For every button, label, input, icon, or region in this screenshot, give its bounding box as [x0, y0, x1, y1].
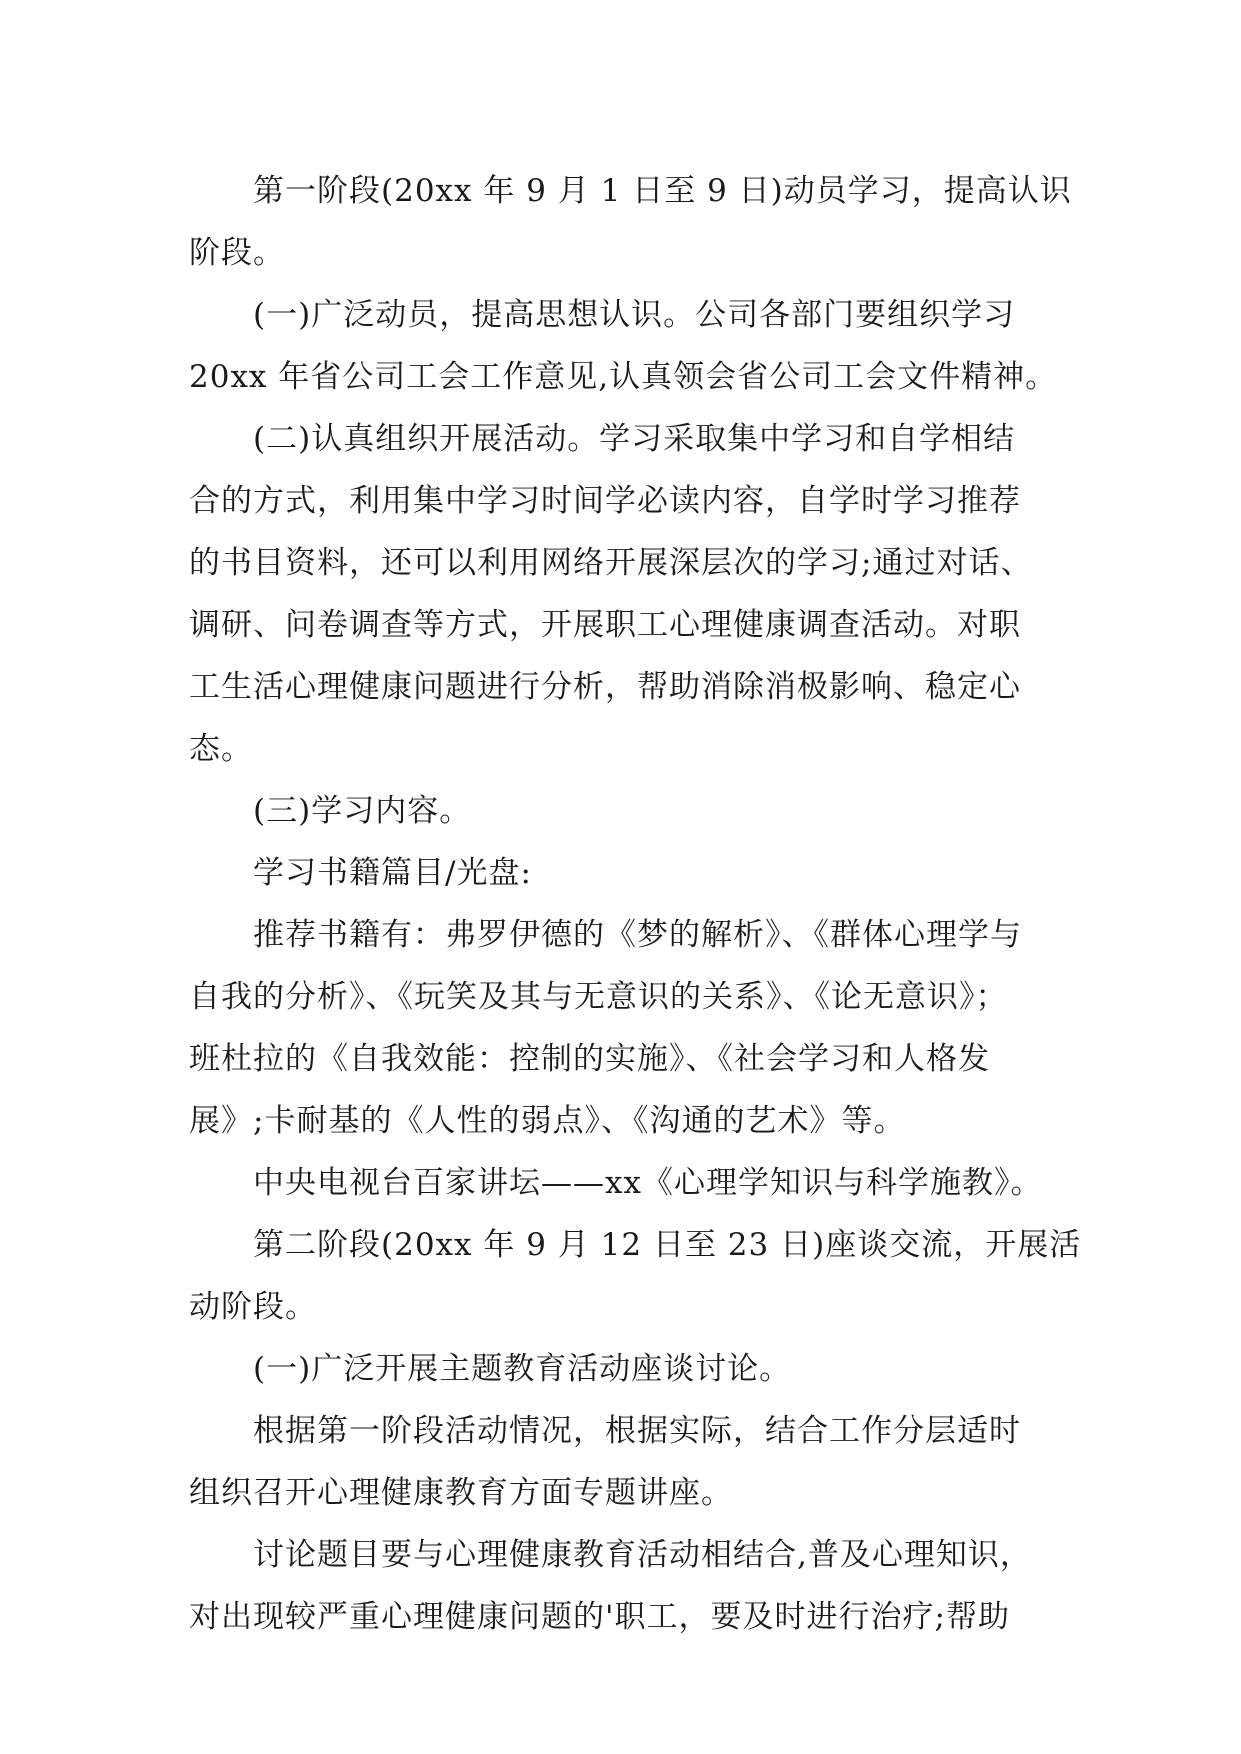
- paragraph-line: 根据第一阶段活动情况，根据实际，结合工作分层适时: [253, 1413, 1021, 1449]
- paragraph-line: 动阶段。: [189, 1289, 317, 1325]
- paragraph-line: 对出现较严重心理健康问题的'职工，要及时进行治疗;帮助: [189, 1599, 1010, 1635]
- paragraph-line: 调研、问卷调查等方式，开展职工心理健康调查活动。对职: [189, 607, 1021, 643]
- document-body: [189, 160, 1082, 1648]
- paragraph-line: 20xx 年省公司工会工作意见,认真领会省公司工会文件精神。: [189, 359, 1058, 395]
- paragraph-line: 阶段。: [189, 235, 285, 271]
- paragraph-line: 班杜拉的《自我效能：控制的实施》、《社会学习和人格发: [189, 1041, 990, 1077]
- paragraph-line: (一)广泛开展主题教育活动座谈讨论。: [253, 1351, 792, 1387]
- paragraph-line: 学习书籍篇目/光盘:: [253, 855, 532, 891]
- paragraph-line: 的书目资料，还可以利用网络开展深层次的学习;通过对话、: [189, 545, 1033, 581]
- paragraph-line: 第一阶段(20xx 年 9 月 1 日至 9 日)动员学习，提高认识: [253, 173, 1072, 209]
- paragraph-line: 态。: [189, 731, 253, 767]
- paragraph-line: (三)学习内容。: [253, 793, 472, 829]
- paragraph-line: 展》;卡耐基的《人性的弱点》、《沟通的艺术》等。: [189, 1103, 906, 1139]
- paragraph-line: 组织召开心理健康教育方面专题讲座。: [189, 1475, 733, 1511]
- paragraph-line: (一)广泛动员，提高思想认识。公司各部门要组织学习: [253, 297, 1016, 333]
- paragraph-line: 工生活心理健康问题进行分析，帮助消除消极影响、稳定心: [189, 669, 1021, 705]
- paragraph-line: 第二阶段(20xx 年 9 月 12 日至 23 日)座谈交流，开展活: [253, 1227, 1082, 1263]
- paragraph-line: 自我的分析》、《玩笑及其与无意识的关系》、《论无意识》；: [189, 979, 1008, 1015]
- paragraph-line: (二)认真组织开展活动。学习采取集中学习和自学相结: [253, 421, 1016, 457]
- paragraph-line: 讨论题目要与心理健康教育活动相结合,普及心理知识，: [253, 1537, 1032, 1573]
- paragraph-line: 合的方式，利用集中学习时间学必读内容，自学时学习推荐: [189, 483, 1021, 519]
- paragraph-line: 中央电视台百家讲坛——xx《心理学知识与科学施教》。: [253, 1165, 1043, 1201]
- paragraph-line: 推荐书籍有：弗罗伊德的《梦的解析》、《群体心理学与: [253, 917, 1022, 953]
